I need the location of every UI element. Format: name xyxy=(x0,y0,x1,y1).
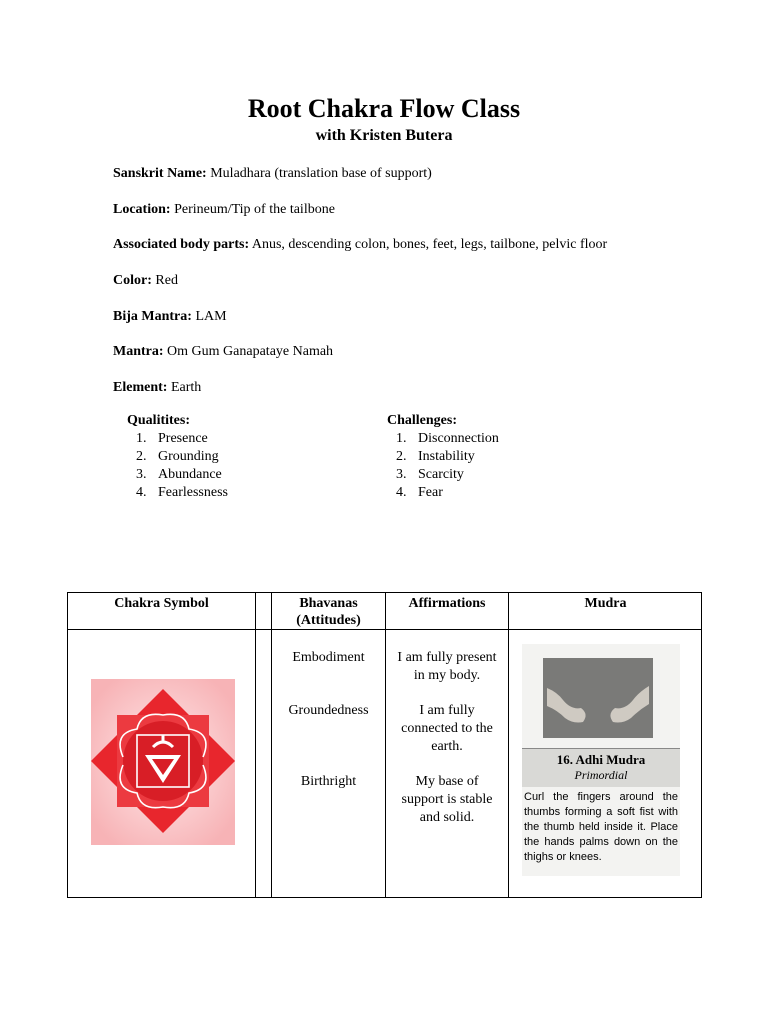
mudra-title: 16. Adhi Mudra xyxy=(556,752,646,767)
mudra-subtitle: Primordial xyxy=(574,768,628,782)
qualities-list xyxy=(127,413,228,502)
affirmation-line: I am fully present xyxy=(397,650,497,665)
color-field xyxy=(113,273,178,289)
bhavana-birthright: Birthright xyxy=(300,774,357,789)
element-field xyxy=(113,380,201,396)
field-value: Muladhara (translation base of support) xyxy=(206,166,432,181)
field-label: Bija Mantra: xyxy=(113,309,192,324)
list-text: Fear xyxy=(418,485,443,500)
field-value: Earth xyxy=(167,380,202,395)
list-item xyxy=(113,430,228,448)
field-label: Location: xyxy=(113,202,171,217)
field-label: Color: xyxy=(113,273,152,288)
field-value: LAM xyxy=(191,309,227,324)
list-number: 1. xyxy=(396,431,407,446)
affirmation-line: support is stable xyxy=(401,792,493,807)
affirmation-2 xyxy=(386,702,508,756)
bhavana-embodiment: Embodiment xyxy=(292,650,365,665)
chakra-table xyxy=(67,592,702,898)
list-number: 2. xyxy=(136,449,147,464)
list-text: Instability xyxy=(418,449,475,464)
list-item xyxy=(113,448,228,466)
list-text: Abundance xyxy=(158,467,222,482)
field-label: Element: xyxy=(113,380,168,395)
mantra-field xyxy=(113,344,333,360)
field-label: Mantra: xyxy=(113,344,164,359)
affirmation-line: in my body. xyxy=(413,668,481,683)
field-value: Om Gum Ganapataye Namah xyxy=(163,344,334,359)
list-text: Scarcity xyxy=(418,467,464,482)
page-title: Root Chakra Flow Class xyxy=(247,94,521,123)
affirmation-line: My base of xyxy=(415,774,479,789)
list-text: Grounding xyxy=(158,449,219,464)
list-number: 1. xyxy=(136,431,147,446)
sanskrit-name-field xyxy=(113,166,432,182)
list-item xyxy=(113,484,228,502)
list-number: 3. xyxy=(136,467,147,482)
list-item xyxy=(373,448,499,466)
column-divider xyxy=(271,593,272,897)
list-number: 4. xyxy=(396,485,407,500)
list-number: 4. xyxy=(136,485,147,500)
qualities-heading: Qualitites: xyxy=(127,413,190,428)
list-item xyxy=(113,466,228,484)
page-subtitle: with Kristen Butera xyxy=(315,127,453,144)
field-value: Anus, descending colon, bones, feet, legs, tailbone, pelvic floor xyxy=(249,237,608,252)
column-divider xyxy=(255,593,256,897)
mudra-card xyxy=(522,644,680,876)
affirmation-line: and solid. xyxy=(419,810,475,825)
body-parts-field xyxy=(113,237,607,253)
header-affirmations: Affirmations xyxy=(408,596,486,611)
header-chakra-symbol: Chakra Symbol xyxy=(114,596,209,611)
list-text: Disconnection xyxy=(418,431,499,446)
affirmation-3 xyxy=(386,773,508,827)
challenges-heading: Challenges: xyxy=(387,413,457,428)
list-item xyxy=(373,466,499,484)
list-text: Presence xyxy=(158,431,208,446)
list-number: 3. xyxy=(396,467,407,482)
list-text: Fearlessness xyxy=(158,485,228,500)
location-field xyxy=(113,202,335,218)
header-bhavanas xyxy=(272,595,385,629)
list-item xyxy=(373,430,499,448)
bhavana-groundedness: Groundedness xyxy=(288,703,369,718)
affirmation-line: connected to the xyxy=(401,721,493,736)
affirmation-line: I am fully xyxy=(419,703,475,718)
field-label: Associated body parts: xyxy=(113,237,250,252)
mudra-hands-photo xyxy=(543,658,653,738)
field-value: Perineum/Tip of the tailbone xyxy=(170,202,335,217)
affirmation-1 xyxy=(386,649,508,685)
challenges-list xyxy=(387,413,499,502)
field-value: Red xyxy=(151,273,178,288)
header-bhavanas-line1: Bhavanas xyxy=(299,596,358,611)
header-mudra: Mudra xyxy=(584,596,627,611)
column-divider xyxy=(508,593,509,897)
header-divider xyxy=(68,629,701,630)
list-number: 2. xyxy=(396,449,407,464)
bija-mantra-field xyxy=(113,309,227,325)
mudra-description: Curl the fingers around the thumbs forming a soft fist with the thumb held inside it. Place the hands palms down on the thighs or knees. xyxy=(524,791,678,863)
root-chakra-symbol-image xyxy=(91,679,235,845)
field-label: Sanskrit Name: xyxy=(113,166,207,181)
list-item xyxy=(373,484,499,502)
affirmation-line: earth. xyxy=(431,739,463,754)
header-bhavanas-line2: (Attitudes) xyxy=(296,613,361,628)
